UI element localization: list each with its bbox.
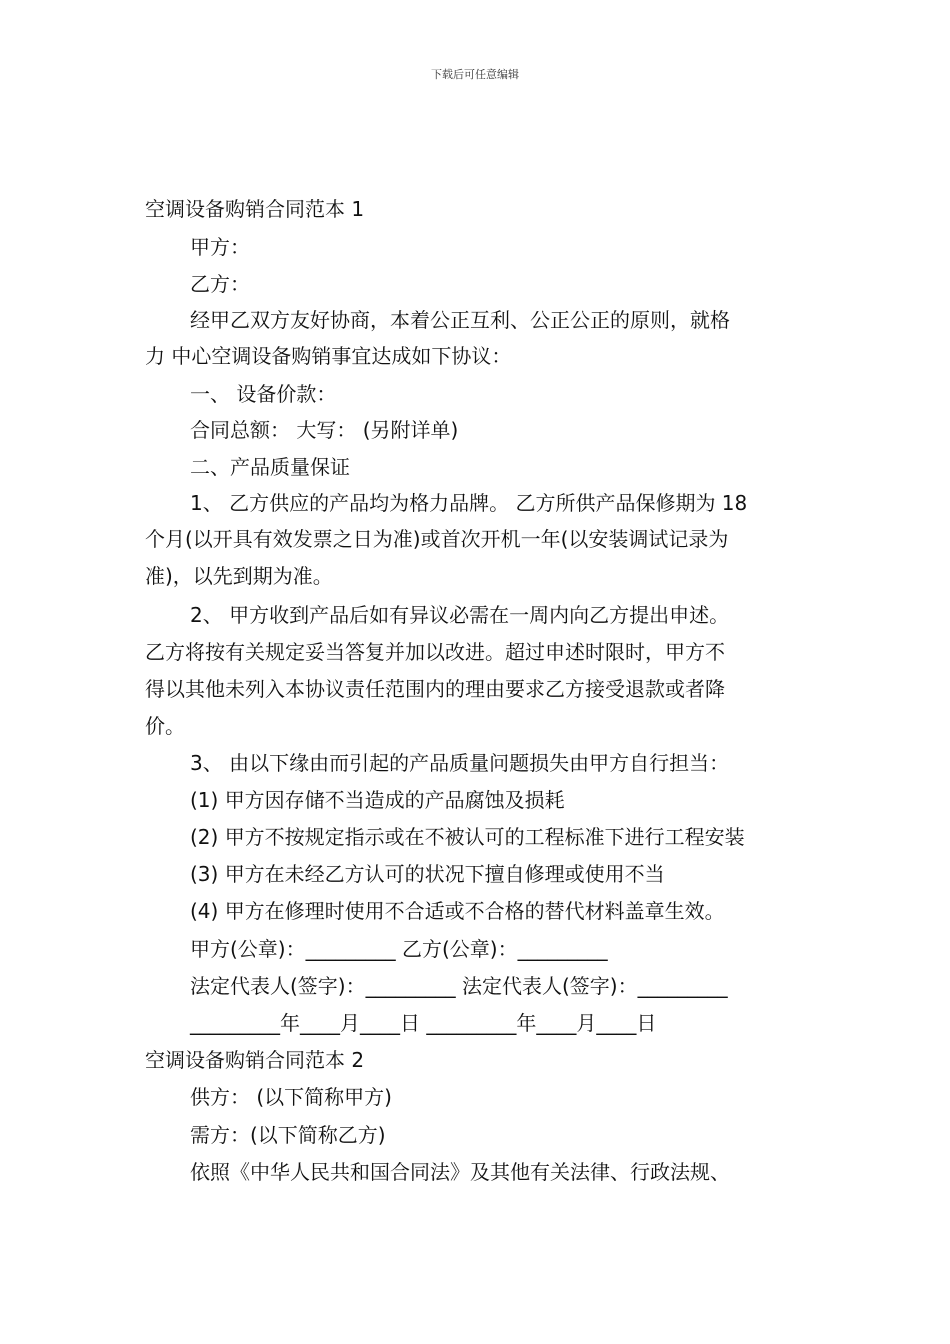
clause-1-line-3: 准)，以先到期为准。 <box>145 564 333 588</box>
section-2-heading: 二、产品质量保证 <box>190 455 350 479</box>
legal-basis-line: 依照《中华人民共和国合同法》及其他有关法律、行政法规、 <box>190 1160 730 1184</box>
clause-2-line-4: 价。 <box>145 714 185 738</box>
buyer-label: 需方：(以下简称乙方) <box>190 1123 386 1147</box>
clause-3-item-3: (3) 甲方在未经乙方认可的状况下擅自修理或使用不当 <box>190 862 665 886</box>
signature-seal-line: 甲方(公章)：_________ 乙方(公章)：_________ <box>190 937 608 961</box>
supplier-label: 供方： (以下简称甲方) <box>190 1085 392 1109</box>
page-header-note: 下载后可任意编辑 <box>431 68 519 81</box>
party-a-label: 甲方： <box>190 235 250 259</box>
clause-1-line-2: 个月(以开具有效发票之日为准)或首次开机一年(以安装调试记录为 <box>145 527 729 551</box>
clause-2-line-1: 2、 甲方收到产品后如有异议必需在一周内向乙方提出申述。 <box>190 603 730 627</box>
clause-3-item-4: (4) 甲方在修理时使用不合适或不合格的替代材料盖章生效。 <box>190 899 725 923</box>
clause-3-item-1: (1) 甲方因存储不当造成的产品腐蚀及损耗 <box>190 788 565 812</box>
clause-3: 3、 由以下缘由而引起的产品质量问题损失由甲方自行担当： <box>190 751 730 775</box>
signature-representative-line: 法定代表人(签字)：_________ 法定代表人(签字)：_________ <box>190 974 728 998</box>
section-1-heading: 一、 设备价款： <box>190 382 337 406</box>
clause-1-line-1: 1、 乙方供应的产品均为格力品牌。 乙方所供产品保修期为 18 <box>190 491 748 515</box>
clause-2-line-2: 乙方将按有关规定妥当答复并加以改进。超过申述时限时，甲方不 <box>145 640 725 664</box>
intro-line-1: 经甲乙双方友好协商，本着公正互利、公正公正的原则，就格 <box>190 308 730 332</box>
signature-date-line: _________年____月____日 _________年____月____日 <box>190 1011 657 1035</box>
intro-line-2: 力 中心空调设备购销事宜达成如下协议： <box>145 344 512 368</box>
party-b-label: 乙方： <box>190 272 250 296</box>
clause-2-line-3: 得以其他未列入本协议责任范围内的理由要求乙方接受退款或者降 <box>145 677 725 701</box>
clause-3-item-2: (2) 甲方不按规定指示或在不被认可的工程标准下进行工程安装 <box>190 825 745 849</box>
contract-title-2: 空调设备购销合同范本 2 <box>145 1048 365 1072</box>
contract-title-1: 空调设备购销合同范本 1 <box>145 197 365 221</box>
contract-total: 合同总额： 大写： (另附详单) <box>190 418 459 442</box>
